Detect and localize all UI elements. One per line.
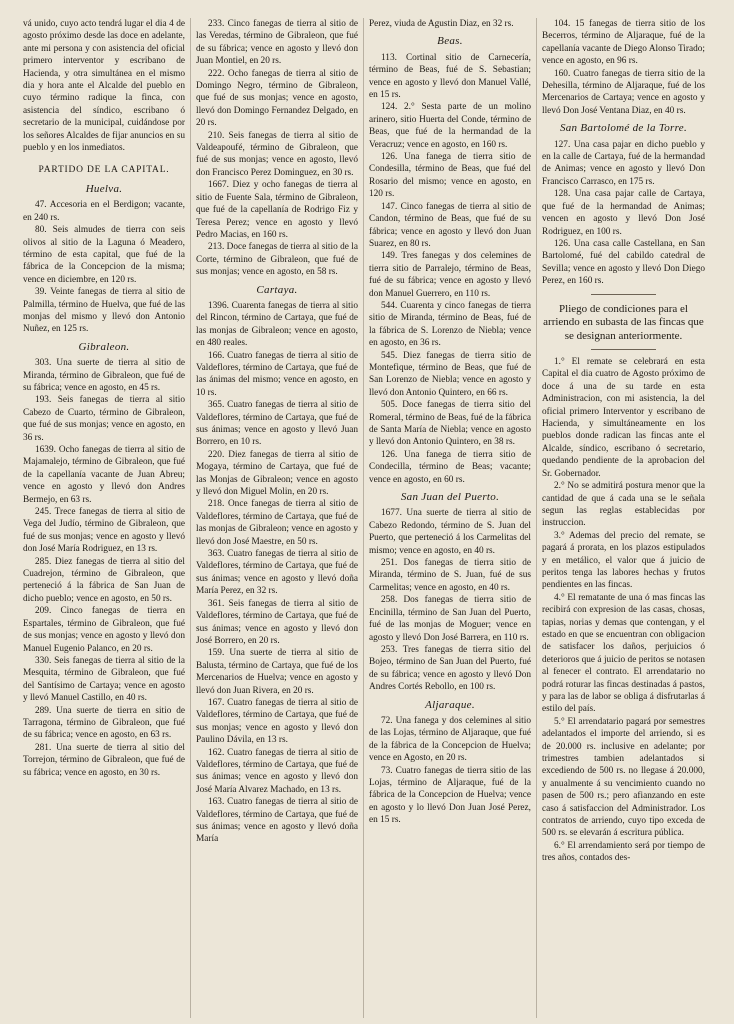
listing-entry: 126. Una fanega de tierra sitio de Condecilla, término de Beas; vacante; vence en agosto, en 60 rs.	[369, 449, 531, 485]
divider	[591, 349, 656, 350]
listing-entry: 126. Una casa calle Castellana, en San Bartolomé, fué del cabildo catedral de Sevilla; vence en agosto y llevó Don Diego Perez, en 160 rs.	[542, 238, 705, 287]
listing-entry: 166. Cuatro fanegas de tierra al sitio de Valdeflores, término de Cartaya, que fué de las ánimas del mismo; vence en agosto, en 10 rs.	[196, 350, 358, 398]
listing-entry: 6.° El arrendamiento será por tiempo de tres años, contados des-	[542, 840, 705, 864]
listing-entry: 5.° El arrendatario pagará por semestres adelantados el importe del arriendo, si es de 20.000 rs. inclusive en adelante; por trimestres tambien adelantados si excediendo de 500 rs. no llegase á 20.000, y anualmente á su vencimiento cuando no pasen de 500 rs.; pero afianzando en este caso á satisfaccion del Administrador. Los contratos de arriendo, cuyo tipo exceda de 500 rs. se elevarán á escritura pública.	[542, 716, 705, 839]
listing-entry: 544. Cuarenta y cinco fanegas de tierra sitio de Miranda, término de Beas, fué de la fábrica de S. Lorenzo de Niebla; vence en agosto, en 36 rs.	[369, 300, 531, 349]
section-heading: Beas.	[437, 35, 463, 48]
listing-entry: 210. Seis fanegas de tierra al sitio de Valdeapoufé, término de Gibraleon, que fué de sus monjas; vence en agosto, llevó don Francisco Perez Dominguez, en 30 rs.	[196, 130, 358, 178]
section-heading: Huelva.	[85, 182, 123, 195]
column-1	[18, 18, 191, 1018]
listing-entry: 149. Tres fanegas y dos celemines de tierra sitio de Parralejo, término de Beas, fué de su fábrica; vence en agosto y llevó don Manuel Guerrero, en 110 rs.	[369, 251, 531, 299]
listing-entry: 4.° El rematante de una ó mas fincas las recibirá con expresion de las casas, chosas, tapias, norias y demas que contengan, y el estado en que se encuentran con obligacion de satisfacer los daños, perjuicios ó deterioros que á juicio de peritos se notasen al fenecer el contrato. El arrendatario no podrá roturar las fincas destinadas á pastos, y para las de labor se obliga á disfrutarlas á estilo del país.	[542, 592, 705, 715]
listing-entry: 163. Cuatro fanegas de tierra al sitio de Valdeflores, término de Cartaya, que fué de sus ánimas; vence en agosto y llevó doña María	[196, 797, 358, 845]
listing-entry: 160. Cuatro fanegas de tierra sitio de la Dehesilla, término de Aljaraque, fué de los Mercenarios de Cartaya; vence en agosto y llevó Don José Ventana Diaz, en 40 rs.	[542, 68, 705, 116]
listing-entry: 303. Una suerte de tierra al sitio de Miranda, término de Gibraleon, que fué de su fábrica; vence en agosto, en 45 rs.	[23, 358, 185, 393]
listing-entry: 220. Diez fanegas de tierra al sitio de Mogaya, término de Cartaya, que fué de las Monjas de Gibraleon; vence en agosto y llevó don Miguel Molin, en 20 rs.	[196, 449, 358, 498]
listing-entry: 80. Seis almudes de tierra con seis olivos al sitio de la Laguna ó Meadero, término de esta capital, que fué de la fábrica de la Concepcion de la misma; vence en diciembre, en 120 rs.	[23, 225, 185, 285]
listing-entry: 1639. Ocho fanegas de tierra al sitio de Majamalejo, término de Gibraleon, que fué de la capellanía vacante de Juan Abreu; vence en agosto y llevó don Andres Bermejo, en 63 rs.	[23, 445, 185, 505]
listing-entry: 1.° El remate se celebrará en esta Capital el dia cuatro de Agosto próximo de doce á una de su tarde en esta Administracion, con mi asistencia, la del oficial primero Interventor y escribano de Hacienda, y simultáneamente en los pueblos donde radican las fincas ante el Alcalde, síndico, escribano ó secretario, quedando pendiente de la aprobacion del Sr. Gobernador.	[542, 357, 705, 479]
listing-entry: 285. Diez fanegas de tierra al sitio del Cuadrejon, término de Gibraleon, que perteneció á la fábrica de San Juan de dicho pueblo; vence en agosto, en 50 rs.	[23, 556, 185, 604]
section-heading: Gibraleon.	[78, 340, 130, 353]
listing-entry: 365. Cuatro fanegas de tierra al sitio de Valdeflores, término de Cartaya, que fué de sus ánimas; vence en agosto y llevó Juan Borrero, en 10 rs.	[196, 400, 358, 448]
listing-entry: 209. Cinco fanegas de tierra en Espartales, término de Gibraleon, que fué de sus monjas; vence en agosto y llevó don Manuel Eugenio Palanco, en 20 rs.	[23, 606, 185, 654]
listing-entry: 361. Seis fanegas de tierra al sitio de Valdeflores, término de Cartaya, que fué de sus ánimas; vence en agosto y llevó don José Borrero, en 20 rs.	[196, 598, 358, 646]
listing-entry: 124. 2.° Sesta parte de un molino arinero, sitio Huerta del Conde, término de Beas, que fué de la hermandad de la Veracruz; vence en agosto, en 160 rs.	[369, 102, 531, 150]
listing-entry: 73. Cuatro fanegas de tierra sitio de las Lojas, término de Aljaraque, fué de la fábrica de la Concepcion de Huelva; vence en agosto y lo llevó Don Juan José Perez, en 15 rs.	[369, 765, 531, 826]
listing-entry: 39. Veinte fanegas de tierra al sitio de Palmilla, término de Huelva, que fué de las monjas del mismo y llevó don Antonio Nuñez, en 125 rs.	[23, 287, 185, 335]
district-heading: PARTIDO DE LA CAPITAL.	[38, 165, 170, 176]
section-heading: San Juan del Puerto.	[400, 491, 500, 504]
listing-entry: 258. Dos fanegas de tierra sitio de Encinilla, término de San Juan del Puerto, fué de las monjas de Moguer; vence en agosto y llevó Don José Barrera, en 110 rs.	[369, 595, 531, 643]
listing-entry: 245. Trece fanegas de tierra al sitio de Vega del Judío, término de Gibraleon, que fué de sus monjas; vence en agosto y llevó don José María Rodriguez, en 13 rs.	[23, 507, 185, 555]
listing-entry: 3.° Ademas del precio del remate, se pagará á prorata, en los plazos estipulados y en metálico, el valor que á juicio de peritos tenga las labores hechas y frutos pendientes en las fincas.	[542, 530, 705, 591]
section-heading: Cartaya.	[256, 283, 298, 296]
listing-entry: 505. Doce fanegas de tierra sitio del Romeral, término de Beas, fué de la fábrica de Santa María de Niebla; vence en agosto y llevó don Antonio Quintero, en 38 rs.	[369, 400, 531, 448]
listing-entry: 72. Una fanega y dos celemines al sitio de las Lojas, término de Aljaraque, que fué de la fábrica de la Concepcion de Huelva; vence en Agosto, en 20 rs.	[369, 715, 531, 764]
listing-entry: 289. Una suerte de tierra en sitio de Tarragona, término de Gibraleon, que fué de su fábrica; vence en agosto, en 63 rs.	[23, 705, 185, 741]
listing-entry: 47. Accesoria en el Berdigon; vacante, en 240 rs.	[23, 200, 185, 223]
listing-entry: 167. Cuatro fanegas de tierra al sitio de Valdeflores, término de Cartaya, que fué de sus monjas; vence en agosto y llevó don Paulino Dávila, en 13 rs.	[196, 697, 358, 746]
listing-entry: 281. Una suerte de tierra al sitio del Torrejon, término de Gibraleon, que fué de su fábrica; vence en agosto, en 30 rs.	[23, 742, 185, 778]
listing-entry: 127. Una casa pajar en dicho pueblo y en la calle de Cartaya, fué de la hermandad de Animas; vence en agosto y llevó Don Francisco Carrasco, en 175 rs.	[542, 139, 705, 187]
listing-entry: 1677. Una suerte de tierra al sitio de Cabezo Redondo, término de S. Juan del Puerto, que perteneció á los Carmelitas del mismo; vence en agosto, en 40 rs.	[369, 508, 531, 556]
listing-entry: 113. Cortinal sitio de Carnecería, término de Beas, fué de S. Sebastian; vence en agosto y llevó don Manuel Vallé, en 15 rs.	[369, 52, 531, 101]
listing-entry: 104. 15 fanegas de tierra sitio de los Becerros, término de Aljaraque, fué de la capellanía vacante de Diego Alonso Tirado; vence en agosto, en 96 rs.	[542, 19, 705, 67]
column-4	[537, 18, 710, 1018]
listing-entry: 162. Cuatro fanegas de tierra al sitio de Valdeflores, término de Cartaya, que fué de sus ánimas; vence en agosto y llevó don José María Alvarez Machado, en 13 rs.	[196, 747, 358, 795]
listing-entry: 251. Dos fanegas de tierra sitio de Miranda, término de S. Juan, fué de sus Carmelitas; vence en agosto, en 40 rs.	[369, 558, 531, 593]
listing-entry: 2.° No se admitirá postura menor que la cantidad de que á cada una se le señala segun las reglas establecidas por instruccion.	[542, 481, 705, 529]
listing-entry: 147. Cinco fanegas de tierra al sitio de Candon, término de Beas, que fué de su fábrica; vence en agosto y llevó don Juan Suarez, en 80 rs.	[369, 201, 531, 249]
listing-entry: 222. Ocho fanegas de tierra al sitio de Domingo Negro, término de Gibraleon, que fué de sus monjas; vence en agosto, llevó don Domingo Fernandez Delgado, en 20 rs.	[196, 68, 358, 129]
listing-entry: 253. Tres fanegas de tierra sitio del Bojeo, término de San Juan del Puerto, fué de su fábrica; vence en agosto y llevó Don Andres Cortés Rebollo, en 100 rs.	[369, 644, 531, 693]
section-heading: San Bartolomé de la Torre.	[559, 122, 688, 135]
listing-entry: 1396. Cuarenta fanegas de tierra al sitio del Rincon, término de Cartaya, que fué de las monjas de Gibraleon; vence en agosto, en 480 reales.	[196, 300, 358, 349]
listing-entry: 330. Seis fanegas de tierra al sitio de la Mesquita, término de Gibraleon, que fué del Santísimo de Cartaya; vence en agosto y llevó Manuel Castillo, en 40 rs.	[23, 655, 185, 704]
listing-entry: 159. Una suerte de tierra al sitio de Balusta, término de Cartaya, que fué de los Mercenarios de Huelva; vence en agosto y llevó don Juan Rivera, en 20 rs.	[196, 648, 358, 696]
conditions-title: Pliego de condiciones para el arriendo en subasta de las fincas que se designan anteriormente.	[543, 302, 704, 342]
listing-entry: 213. Doce fanegas de tierra al sitio de la Corte, término de Gibraleon, que fué de sus monjas; vence en agosto, en 58 rs.	[196, 242, 358, 278]
listing-entry: 128. Una casa pajar calle de Cartaya, que fué de la hermandad de Animas; vencen en agosto y llevó Don José Rodriguez, en 100 rs.	[542, 189, 705, 237]
listing-entry: 218. Once fanegas de tierra al sitio de Valdeflores, término de Cartaya, que fué de las monjas de Gibraleon; vence en agosto y llevó don José Maestre, en 50 rs.	[196, 499, 358, 547]
divider	[591, 294, 656, 295]
column-2	[191, 18, 364, 1018]
continued-paragraph: vá unido, cuyo acto tendrá lugar el dia 4 de agosto próximo desde las doce en adelante, ante mi persona y con asistencia del oficial primero interventor y escribano de Hacienda, y otra simultánea en el mismo dia y hora ante el Alcalde del pueblo en cuyo término radique la finca, con asistencia del síndico, escribano ó secretario de la municipal, cuidándose por los señores Alcaldes de fijar anuncios en su pueblo y en los inmediatos.	[23, 19, 185, 154]
section-heading: Aljaraque.	[425, 698, 475, 711]
listing-entry: 545. Diez fanegas de tierra sitio de Montefique, término de Beas, que fué de San Lorenzo de Niebla; vence en agosto y llevó don Antonio Quintero, en 66 rs.	[369, 350, 531, 398]
listing-entry: 126. Una fanega de tierra sitio de Condesilla, término de Beas, que fué del Rosario del mismo; vence en agosto, en 120 rs.	[369, 152, 531, 200]
listing-entry: 1667. Diez y ocho fanegas de tierra al sitio de Fuente Sala, término de Gibraleon, que fué de la capellanía de Rodrigo Fiz y Teresa Perez; vence en agosto y llevó Pedro Macias, en 160 rs.	[196, 180, 358, 240]
listing-entry: 363. Cuatro fanegas de tierra al sitio de Valdeflores, término de Cartaya, que fué de sus ánimas; vence en agosto y llevó doña María Perez, en 32 rs.	[196, 549, 358, 597]
listing-entry: 233. Cinco fanegas de tierra al sitio de las Veredas, término de Gibraleon, que fué de su fábrica; vence en agosto y llevó don Juan Montiel, en 20 rs.	[196, 19, 358, 67]
continued-paragraph: Perez, viuda de Agustin Diaz, en 32 rs.	[369, 19, 514, 29]
listing-entry: 193. Seis fanegas de tierra al sitio Cabezo de Cuarto, término de Gibraleon, que fué de sus monjas; vence en agosto, en 36 rs.	[23, 395, 185, 443]
column-3	[364, 18, 537, 1018]
